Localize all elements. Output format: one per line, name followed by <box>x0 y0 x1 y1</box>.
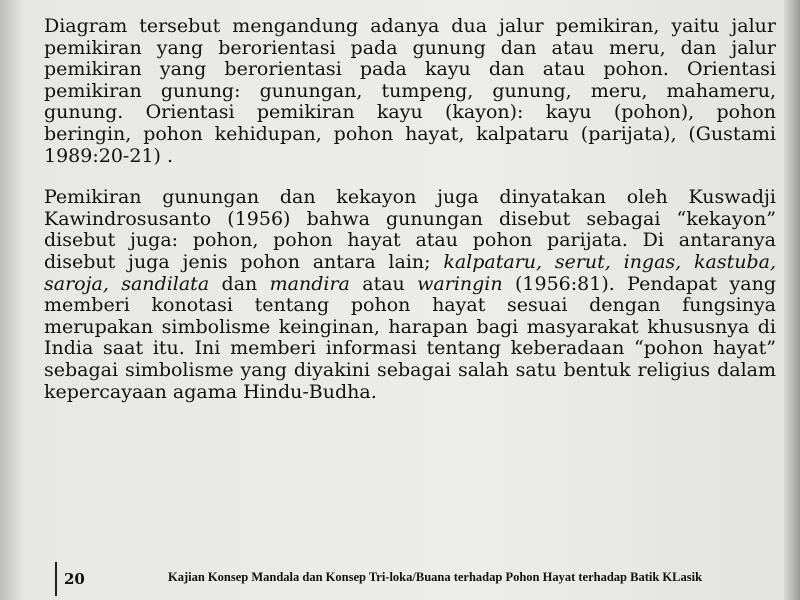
paragraph-2-line <box>44 252 776 274</box>
paragraph-2-line: Kawindrosusanto (1956) bahwa gunungan disebut sebagai “kekayon” <box>44 207 776 230</box>
italic-plant-name: waringin <box>417 272 503 295</box>
paragraph-2-line: merupakan simbolisme keinginan, harapan bagi masyarakat khususnya di <box>44 315 776 338</box>
italic-plant-names: kalpataru, serut, ingas, kastuba, <box>443 250 776 273</box>
paragraph-1-line: 1989:20-21) . <box>44 144 174 167</box>
paragraph-1-line: gunung. Orientasi pemikiran kayu (kayon): kayu (pohon), pohon <box>44 101 776 124</box>
running-title: Kajian Konsep Mandala dan Konsep Tri-loka/Buana terhadap Pohon Hayat terhadap Batik KLasik <box>168 570 703 584</box>
paragraph-2-line: kepercayaan agama Hindu-Budha. <box>44 380 377 403</box>
paragraph-2-line: sebagai simbolisme yang diyakini sebagai salah satu bentuk religius dalam <box>44 358 776 381</box>
page-footer <box>0 556 800 600</box>
line-text: (1956:81). Pendapat yang <box>515 272 777 295</box>
page-curl-shadow <box>784 0 800 600</box>
paragraph-1-line: beringin, pohon kehidupan, pohon hayat, kalpataru (parijata), (Gustami <box>44 122 776 145</box>
paragraph-2 <box>44 187 776 403</box>
line-text: dan <box>221 272 258 295</box>
paragraph-1-line: Diagram tersebut mengandung adanya dua jalur pemikiran, yaitu jalur <box>44 15 776 37</box>
line-text: disebut juga jenis pohon antara lain; <box>44 250 431 273</box>
paragraph-2-line: disebut juga: pohon, pohon hayat atau pohon parijata. Di antaranya <box>44 229 776 252</box>
paragraph-2-line: memberi konotasi tentang pohon hayat sesuai dengan fungsinya <box>44 294 776 317</box>
paragraph-1-line: pemikiran yang berorientasi pada gunung dan atau meru, dan jalur <box>44 36 776 59</box>
italic-plant-name: mandira <box>269 272 350 295</box>
paragraph-1 <box>44 16 776 167</box>
paragraph-2-line <box>44 274 776 296</box>
paragraph-1-line: pemikiran gunung: gunungan, tumpeng, gunung, meru, mahameru, <box>44 79 776 102</box>
body-text <box>44 16 776 403</box>
paragraph-2-line: Pemikiran gunungan dan kekayon juga dinyatakan oleh Kuswadji <box>44 186 776 209</box>
italic-plant-names: saroja, sandilata <box>44 272 210 295</box>
paragraph-1-line: pemikiran yang berorientasi pada kayu dan atau pohon. Orientasi <box>44 58 776 81</box>
paragraph-2-line: India saat itu. Ini memberi informasi tentang keberadaan “pohon hayat” <box>44 337 776 360</box>
page-number: 20 <box>64 570 85 588</box>
line-text: atau <box>362 272 405 295</box>
footer-divider <box>55 562 57 596</box>
